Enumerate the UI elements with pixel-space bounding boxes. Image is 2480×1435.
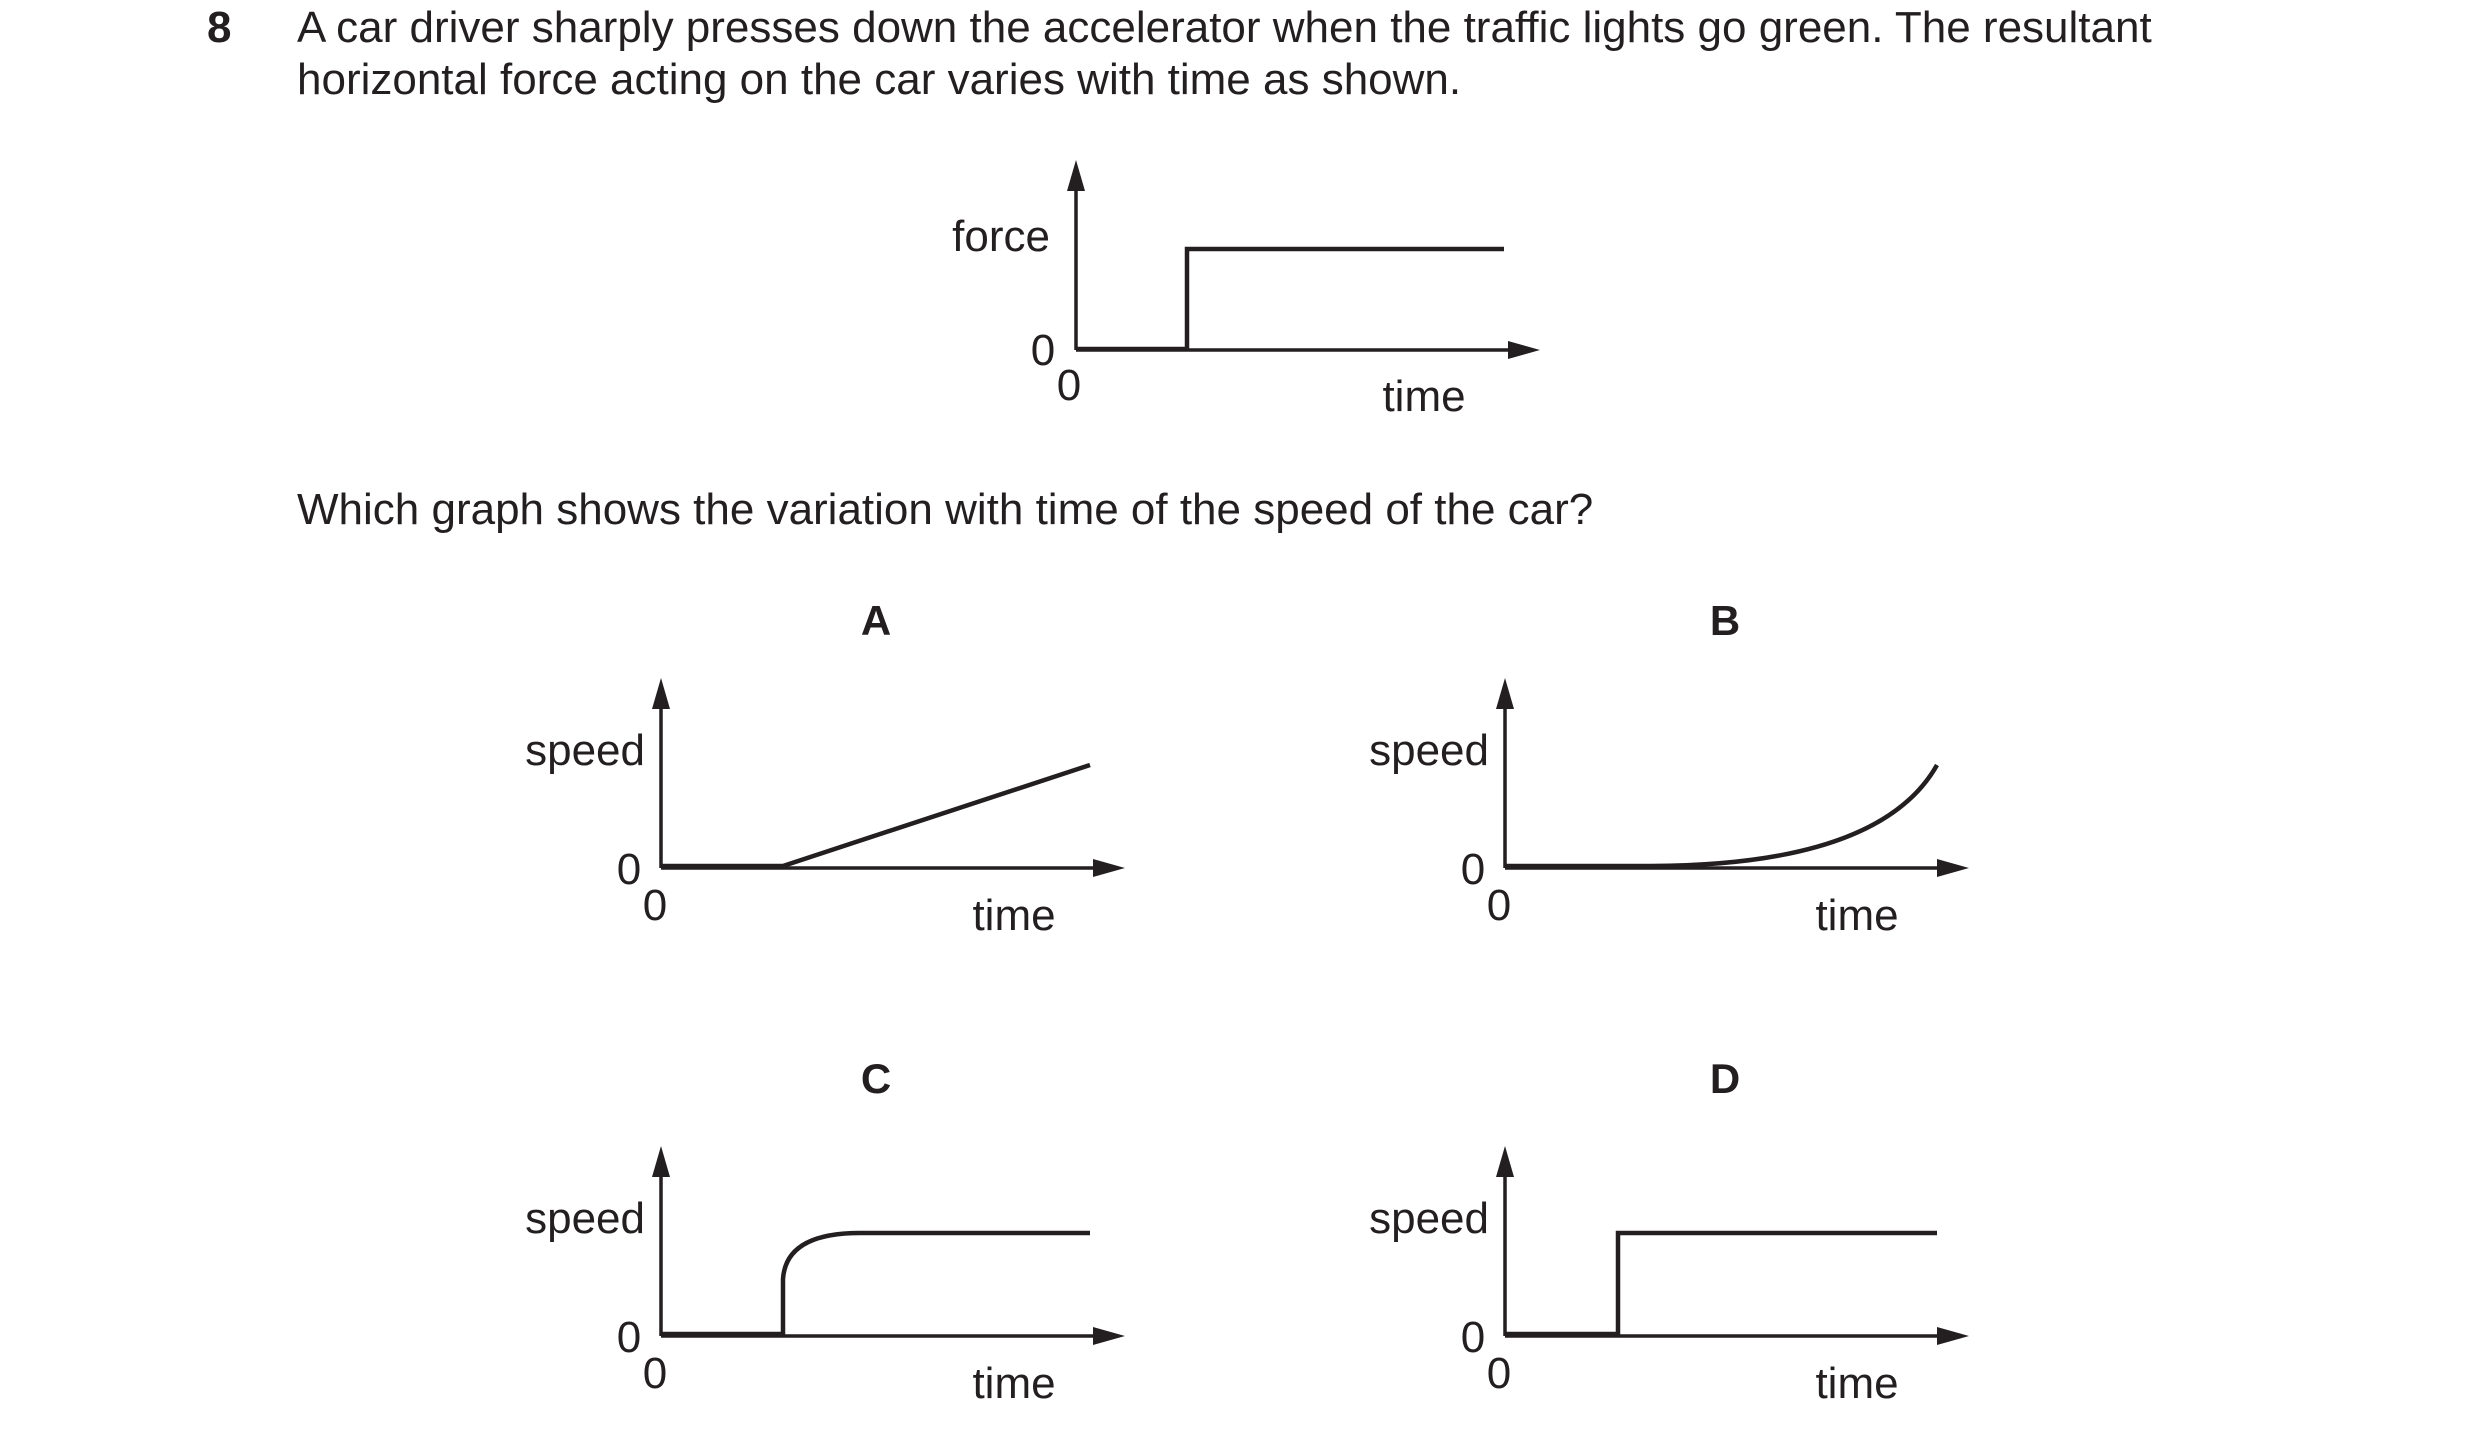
option-d-y-origin: 0 bbox=[1460, 1313, 1486, 1362]
option-b-y-label: speed bbox=[1369, 726, 1489, 775]
force-y-origin: 0 bbox=[1030, 326, 1056, 375]
option-b-x-label: time bbox=[1815, 891, 1899, 940]
option-a-trace bbox=[661, 765, 1090, 866]
option-a-x-arrowhead bbox=[1093, 859, 1125, 877]
option-c-x-origin: 0 bbox=[642, 1349, 668, 1398]
option-c-x-arrowhead bbox=[1093, 1327, 1125, 1345]
option-d-y-label: speed bbox=[1369, 1194, 1489, 1243]
option-d-graph bbox=[1369, 1055, 1969, 1408]
option-a-x-label: time bbox=[972, 891, 1056, 940]
option-c-y-arrowhead bbox=[652, 1146, 670, 1177]
option-a-y-arrowhead bbox=[652, 678, 670, 709]
stem-line-1: A car driver sharply presses down the accelerator when the traffic lights go green. The resultant bbox=[297, 3, 2152, 52]
option-d-label: D bbox=[1709, 1055, 1741, 1102]
option-c-y-origin: 0 bbox=[616, 1313, 642, 1362]
option-a-y-origin: 0 bbox=[616, 845, 642, 894]
force-graph bbox=[952, 160, 1540, 421]
question-number: 8 bbox=[207, 3, 232, 52]
option-d-x-label: time bbox=[1815, 1359, 1899, 1408]
option-c-trace bbox=[661, 1233, 1090, 1334]
force-y-label: force bbox=[952, 212, 1050, 261]
option-c-x-label: time bbox=[972, 1359, 1056, 1408]
question-prompt: Which graph shows the variation with time of the speed of the car? bbox=[297, 485, 1594, 534]
stem-line-2: horizontal force acting on the car varies with time as shown. bbox=[297, 55, 1462, 104]
option-d-x-origin: 0 bbox=[1486, 1349, 1512, 1398]
option-a-label: A bbox=[860, 597, 892, 644]
option-d-trace bbox=[1505, 1233, 1937, 1334]
option-b-trace bbox=[1505, 765, 1937, 866]
option-c-label: C bbox=[860, 1055, 892, 1102]
option-c-graph bbox=[525, 1055, 1125, 1408]
option-a-graph bbox=[525, 597, 1125, 940]
option-b-x-origin: 0 bbox=[1486, 881, 1512, 930]
option-b-x-arrowhead bbox=[1937, 859, 1969, 877]
option-b-y-origin: 0 bbox=[1460, 845, 1486, 894]
force-y-arrowhead bbox=[1067, 160, 1085, 191]
option-d-y-arrowhead bbox=[1496, 1146, 1514, 1177]
option-b-label: B bbox=[1709, 597, 1741, 644]
option-b-y-arrowhead bbox=[1496, 678, 1514, 709]
option-a-y-label: speed bbox=[525, 726, 645, 775]
option-a-x-origin: 0 bbox=[642, 881, 668, 930]
force-x-arrowhead bbox=[1508, 341, 1540, 359]
force-x-label: time bbox=[1382, 372, 1466, 421]
option-d-x-arrowhead bbox=[1937, 1327, 1969, 1345]
force-x-origin: 0 bbox=[1056, 361, 1082, 410]
force-trace bbox=[1076, 249, 1504, 349]
option-c-y-label: speed bbox=[525, 1194, 645, 1243]
option-b-graph bbox=[1369, 597, 1969, 940]
